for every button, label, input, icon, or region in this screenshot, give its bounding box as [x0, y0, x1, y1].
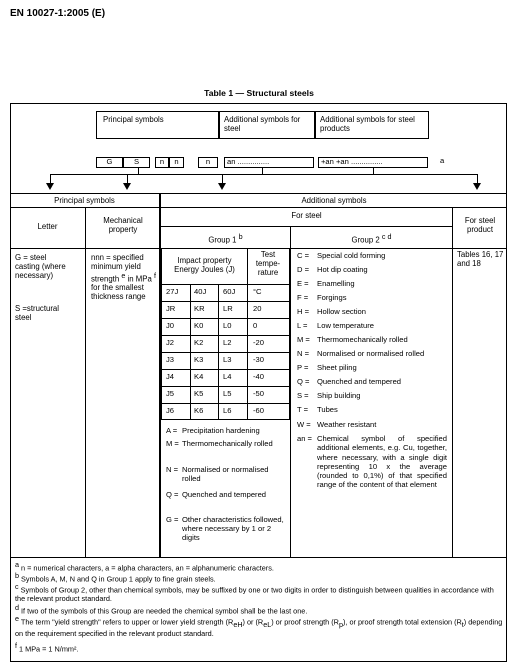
group1-row-divider [161, 318, 290, 319]
group2-text: Hot dip coating [317, 265, 368, 274]
heading-letter: Letter [37, 222, 58, 231]
schema-cell-n2-text: n [174, 157, 179, 166]
group1-impact-cell: KR [194, 304, 205, 313]
group2-symbol: M = [297, 335, 310, 344]
group2-symbol: F = [297, 293, 309, 302]
group2-symbol: P = [297, 363, 309, 372]
schema-additional-steel-label: Additional symbols for steel [224, 115, 301, 133]
heading-mechanical-property: Mechanical property [103, 216, 143, 234]
group1-impact-cell: J6 [166, 406, 175, 415]
schema-connector [477, 174, 478, 183]
group1-note-symbol: A = [166, 426, 178, 435]
group2-symbol: H = [297, 307, 310, 316]
group1-row-divider [161, 352, 290, 353]
group1-impact-cell: K4 [194, 372, 204, 381]
group1-note-text: Other characteristics followed, where necessary by 1 or 2 digits [182, 515, 284, 543]
group1-temperature-cell: 0 [253, 321, 258, 330]
group1-impact-header: Impact property Energy Joules (J) [174, 256, 235, 274]
mechanical-definition: nnn = specified minimum yield strength $^e$ in MPa $^f$ for the smallest thickness range [91, 253, 156, 302]
schema-footnote-a-marker: a [440, 156, 445, 165]
group2-text: Chemical symbol of specified additional elements, e.g. Cu, together, where necessary, with a single digit representing 10 x the average (rounded to 0,1%) of that specified range of the content of that element [317, 434, 447, 490]
arrow-down-icon [218, 183, 226, 190]
group1-impact-cell: L5 [223, 389, 232, 398]
group1-temperature-cell: -40 [253, 372, 264, 381]
schema-cell-g-text: G [106, 157, 113, 166]
group1-note-symbol: M = [166, 439, 179, 448]
heading-principal-symbols: Principal symbols [54, 196, 115, 205]
group2-text: Normalised or normalised rolled [317, 349, 425, 358]
heading-group-2: Group 2 $^{c d}$ [351, 232, 392, 245]
group1-impact-cell: L3 [223, 355, 232, 364]
schema-connector [127, 174, 128, 183]
group2-text: Thermomechanically rolled [317, 335, 408, 344]
group2-text: Quenched and tempered [317, 377, 402, 386]
group1-note-symbol: N = [166, 465, 179, 474]
group2-text: Special cold forming [317, 251, 386, 260]
group2-symbol: Q = [297, 377, 310, 386]
group1-impact-cell: J4 [166, 372, 175, 381]
group1-temperature-cell: -20 [253, 338, 264, 347]
group2-text: Ship building [317, 391, 361, 400]
group1-note-text: Normalised or normalised rolled [182, 465, 269, 484]
group2-text: Sheet piling [317, 363, 357, 372]
row-divider [160, 226, 452, 227]
group2-symbol: S = [297, 391, 309, 400]
group1-note-symbol: Q = [166, 490, 179, 499]
group1-impact-cell: J2 [166, 338, 175, 347]
group1-impact-cell: K3 [194, 355, 204, 364]
group1-temperature-cell: -30 [253, 355, 264, 364]
schema-connector [262, 168, 263, 174]
group1-col-divider [247, 248, 248, 420]
group1-impact-cell: J0 [166, 321, 175, 330]
group1-impact-cell: 27J [166, 287, 179, 296]
group1-impact-cell: K2 [194, 338, 204, 347]
schema-cell-s-text: S [133, 157, 140, 166]
product-tables-reference: Tables 16, 17 and 18 [457, 250, 504, 268]
col-divider [290, 226, 291, 557]
heading-for-steel-product: For steel product [464, 216, 496, 234]
group1-temperature-cell: °C [253, 287, 262, 296]
group2-symbol: E = [297, 279, 309, 288]
group1-impact-cell: L0 [223, 321, 232, 330]
group1-temperature-header: Test tempe-rature [255, 250, 281, 277]
footnote-b: $^b$ Symbols A, M, N and Q in Group 1 apply to fine grain steels. [15, 571, 216, 584]
group2-text: Low temperature [317, 321, 374, 330]
schema-cell-plus-an-text: +an +an ............... [321, 157, 383, 166]
group1-impact-cell: K6 [194, 406, 204, 415]
footnote-d: $^d$ If two of the symbols of this Group are needed the chemical symbol shall be the last one. [15, 603, 308, 616]
footnote-e: $^e$ The term "yield strength" refers to upper or lower yield strength $(R_{eH})$ or $(R_{eL})$ or proof strength $(R_p)$, or proof strength total extension $(R_t)$ depending on the requirement specified in the relevant product standard. [15, 614, 503, 638]
letter-g-definition: G = steel casting (where necessary) [15, 253, 66, 280]
group2-symbol: T = [297, 405, 309, 414]
group2-symbol: D = [297, 265, 310, 274]
group1-row-divider [161, 369, 290, 370]
arrow-down-icon [123, 183, 131, 190]
group2-text: Tubes [317, 405, 338, 414]
standard-number: EN 10027-1:2005 (E) [10, 8, 106, 19]
schema-cell-n1-text: n [159, 157, 165, 166]
group2-symbol: N = [297, 349, 310, 358]
group1-impact-cell: K0 [194, 321, 204, 330]
arrow-down-icon [473, 183, 481, 190]
group1-temperature-cell: -50 [253, 389, 264, 398]
group1-impact-cell: L6 [223, 406, 232, 415]
group1-note-text: Quenched and tempered [182, 490, 267, 499]
group1-row-divider [161, 335, 290, 336]
schema-cell-n3-text: n [205, 157, 211, 166]
group2-text: Enamelling [317, 279, 355, 288]
schema-principal-label: Principal symbols [103, 115, 164, 124]
group1-impact-cell: LR [223, 304, 233, 313]
group1-note-symbol: G = [166, 515, 179, 524]
group1-row-divider [161, 284, 290, 285]
group1-impact-cell: JR [166, 304, 176, 313]
group1-note-text: Thermomechanically rolled [182, 439, 273, 448]
table-title: Table 1 — Structural steels [204, 88, 314, 98]
schema-connector [50, 174, 478, 175]
group2-text: Forgings [317, 293, 347, 302]
group1-impact-cell: 60J [223, 287, 236, 296]
heading-for-steel: For steel [291, 211, 322, 220]
footnote-f: $^f$ 1 MPa = 1 N/mm². [15, 641, 79, 654]
group2-text: Hollow section [317, 307, 366, 316]
schema-connector [138, 168, 139, 174]
heading-group-1: Group 1 $^b$ [208, 232, 243, 245]
group2-symbol: an = [297, 434, 312, 443]
group1-impact-cell: J3 [166, 355, 175, 364]
row-divider [10, 193, 507, 194]
schema-connector [373, 168, 374, 174]
group1-row-divider [161, 403, 290, 404]
group2-text: Weather resistant [317, 420, 377, 429]
group1-impact-cell: 40J [194, 287, 207, 296]
group2-symbol: W = [297, 420, 311, 429]
heading-additional-symbols: Additional symbols [301, 196, 367, 205]
group1-impact-cell: L4 [223, 372, 232, 381]
letter-s-definition: S =structural steel [15, 304, 59, 322]
group1-impact-cell: J5 [166, 389, 175, 398]
schema-connector [50, 174, 51, 183]
arrow-down-icon [46, 183, 54, 190]
footnote-c: $^c$ Symbols of Group 2, other than chemical symbols, may be suffixed by one or two digits in order to distinguish between qualities in accordance with the relevant product standard. [15, 582, 494, 604]
group1-note-text: Precipitation hardening [182, 426, 260, 435]
group1-impact-cell: L2 [223, 338, 232, 347]
group1-row-divider [161, 301, 290, 302]
group1-row-divider [161, 386, 290, 387]
schema-connector [222, 174, 223, 183]
group1-impact-cell: K5 [194, 389, 204, 398]
group2-symbol: C = [297, 251, 310, 260]
footnote-a: $^a$ n = numerical characters, a = alpha characters, an = alphanumeric characters. [15, 560, 274, 573]
row-divider [10, 557, 507, 558]
group2-symbol: L = [297, 321, 308, 330]
group1-temperature-cell: -60 [253, 406, 264, 415]
schema-cell-an-text: an ............... [227, 157, 270, 166]
schema-additional-products-label: Additional symbols for steel products [320, 115, 415, 133]
group1-temperature-cell: 20 [253, 304, 262, 313]
col-divider [85, 207, 86, 557]
